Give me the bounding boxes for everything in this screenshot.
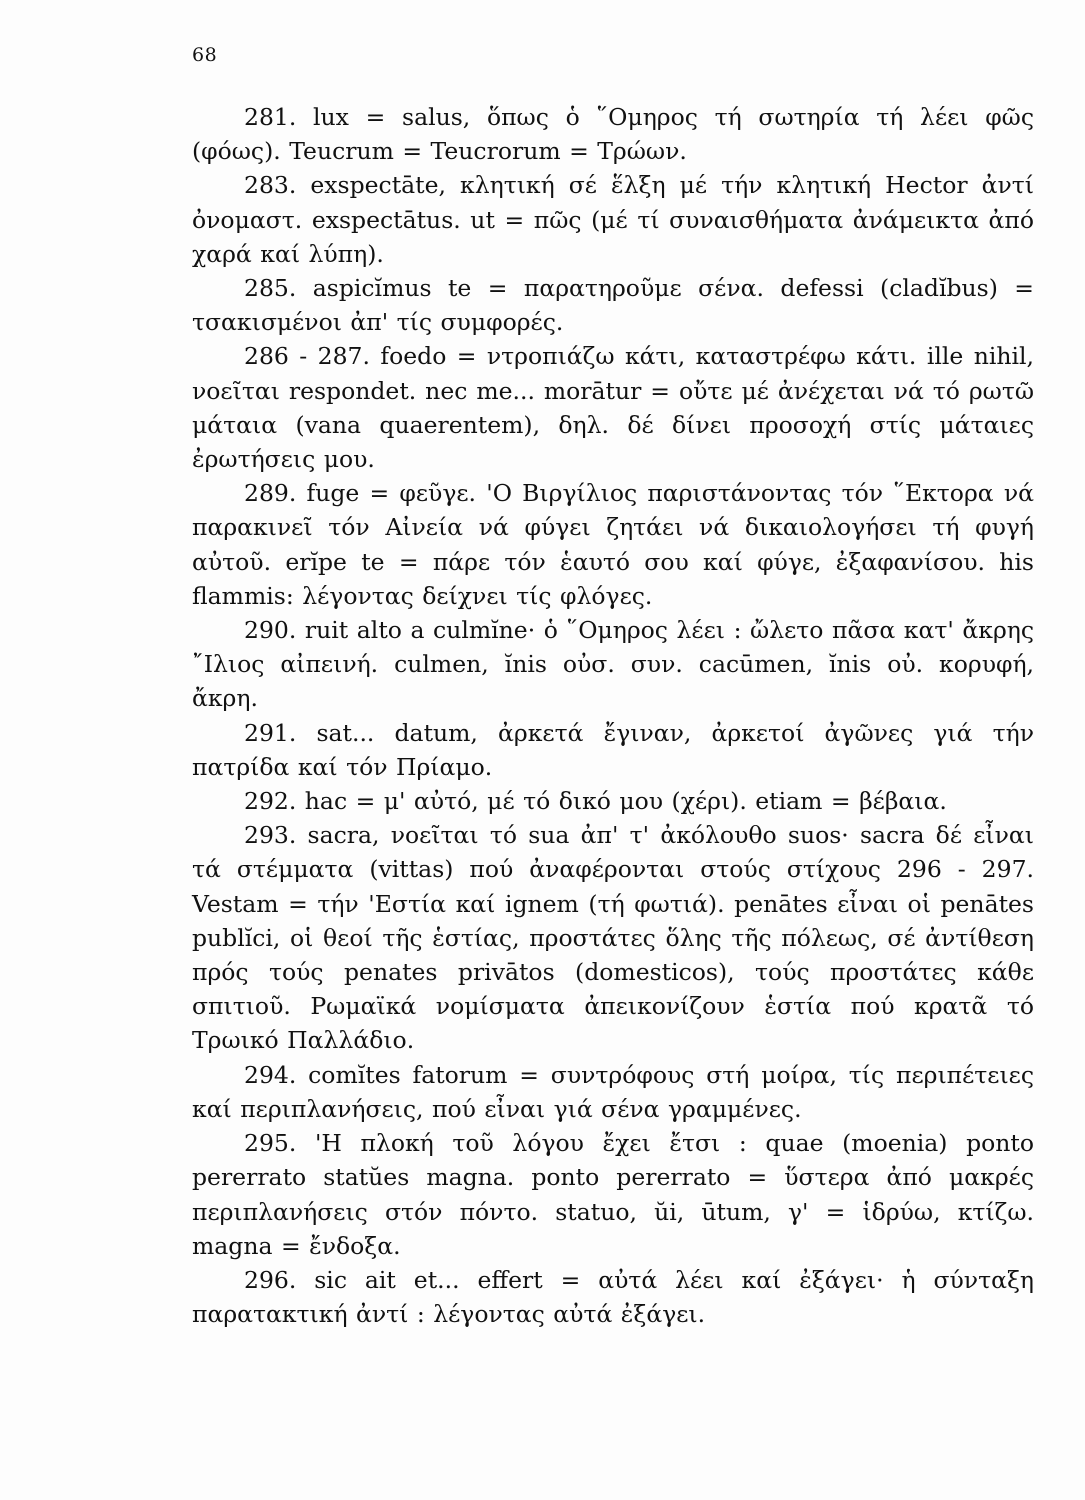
note-289: 289. fuge = φεῦγε. 'Ο Βιργίλιος παριστάνοντας τόν ῞Εκτορα νά παρακινεῖ τόν Αἰνεία νά φύγει ζητάει νά δικαιολογήσει τή φυγή αὐτοῦ. erĭpe te = πάρε τόν ἑαυτό σου καί φύγε, ἐξαφανίσου. his flammis: λέγοντας δείχνει τίς φλόγες.: [192, 479, 1034, 610]
note-295: 295. 'Η πλοκή τοῦ λόγου ἔχει ἔτσι : quae (moenia) ponto pererrato statŭes magna. ponto pererrato = ὕστερα ἀπό μακρές περιπλανήσεις στόν πόντο. statuo, ŭi, ūtum, γ' = ἱδρύω, κτίζω. magna = ἔνδοξα.: [192, 1129, 1034, 1260]
note-285: 285. aspicĭmus te = παρατηροῦμε σένα. defessi (cladĭbus) = τσακισμένοι ἀπ' τίς συμφορές.: [192, 274, 1034, 337]
page-number: 68: [192, 44, 218, 66]
note-291: 291. sat... datum, ἀρκετά ἔγιναν, ἀρκετοί ἀγῶνες γιά τήν πατρίδα καί τόν Πρίαμο.: [192, 718, 1034, 781]
note-290: 290. ruit alto a culmĭne· ὁ ῞Ομηρος λέει : ὤλετο πᾶσα κατ' ἄκρης ῎Ιλιος αἰπεινή. culmen, ĭnis οὐσ. συν. cacūmen, ĭnis οὐ. κορυφή, ἄκρη.: [192, 616, 1034, 713]
note-296: 296. sic ait et... effert = αὐτά λέει καί ἐξάγει· ἡ σύνταξη παρατακτική ἀντί : λέγοντας αὐτά ἐξάγει.: [192, 1265, 1034, 1329]
note-294: 294. comĭtes fatorum = συντρόφους στή μοίρα, τίς περιπέτειες καί περιπλανήσεις, πού εἶναι γιά σένα γραμμένες.: [192, 1060, 1034, 1123]
note-293: 293. sacra, νοεῖται τό sua ἀπ' τ' ἀκόλουθο suos· sacra δέ εἶναι τά στέμματα (vittas) πού ἀναφέρονται στούς στίχους 296 - 297. Vestam = τήν 'Εστία καί ignem (τή φωτιά). penātes εἶναι οἱ penātes publĭci, οἱ θεοί τῆς ἑστίας, προστάτες ὅλης τῆς πόλεως, σέ ἀντίθεση πρός τούς penates privātos (domesticos), τούς προστάτες κάθε σπιτιοῦ. Ρωμαϊκά νομίσματα ἀπεικονίζουν ἑστία πού κρατᾶ τό Τρωικό Παλλάδιο.: [192, 821, 1034, 1055]
commentary-text: [192, 100, 1034, 1331]
note-283: 283. exspectāte, κλητική σέ ἕλξη μέ τήν κλητική Hector ἀντί ὀνομαστ. exspectātus. ut = πῶς (μέ τί συναισθήματα ἀνάμεικτα ἀπό χαρά καί λύπη).: [192, 171, 1034, 268]
note-292: 292. hac = μ' αὐτό, μέ τό δικό μου (χέρι). etiam = βέβαια.: [244, 787, 947, 816]
note-281: 281. lux = salus, ὅπως ὁ ῞Ομηρος τή σωτηρία τή λέει φῶς (φόως). Teucrum = Teucrorum = Τρώων.: [192, 103, 1034, 166]
note-286-287: 286 - 287. foedo = ντροπιάζω κάτι, καταστρέφω κάτι. ille nihil, νοεῖται respondet. nec me... morātur = οὔτε μέ ἀνέχεται νά τό ρωτῶ μάταια (vana quaerentem), δηλ. δέ δίνει προσοχή στίς μάταιες ἐρωτήσεις μου.: [192, 342, 1034, 474]
